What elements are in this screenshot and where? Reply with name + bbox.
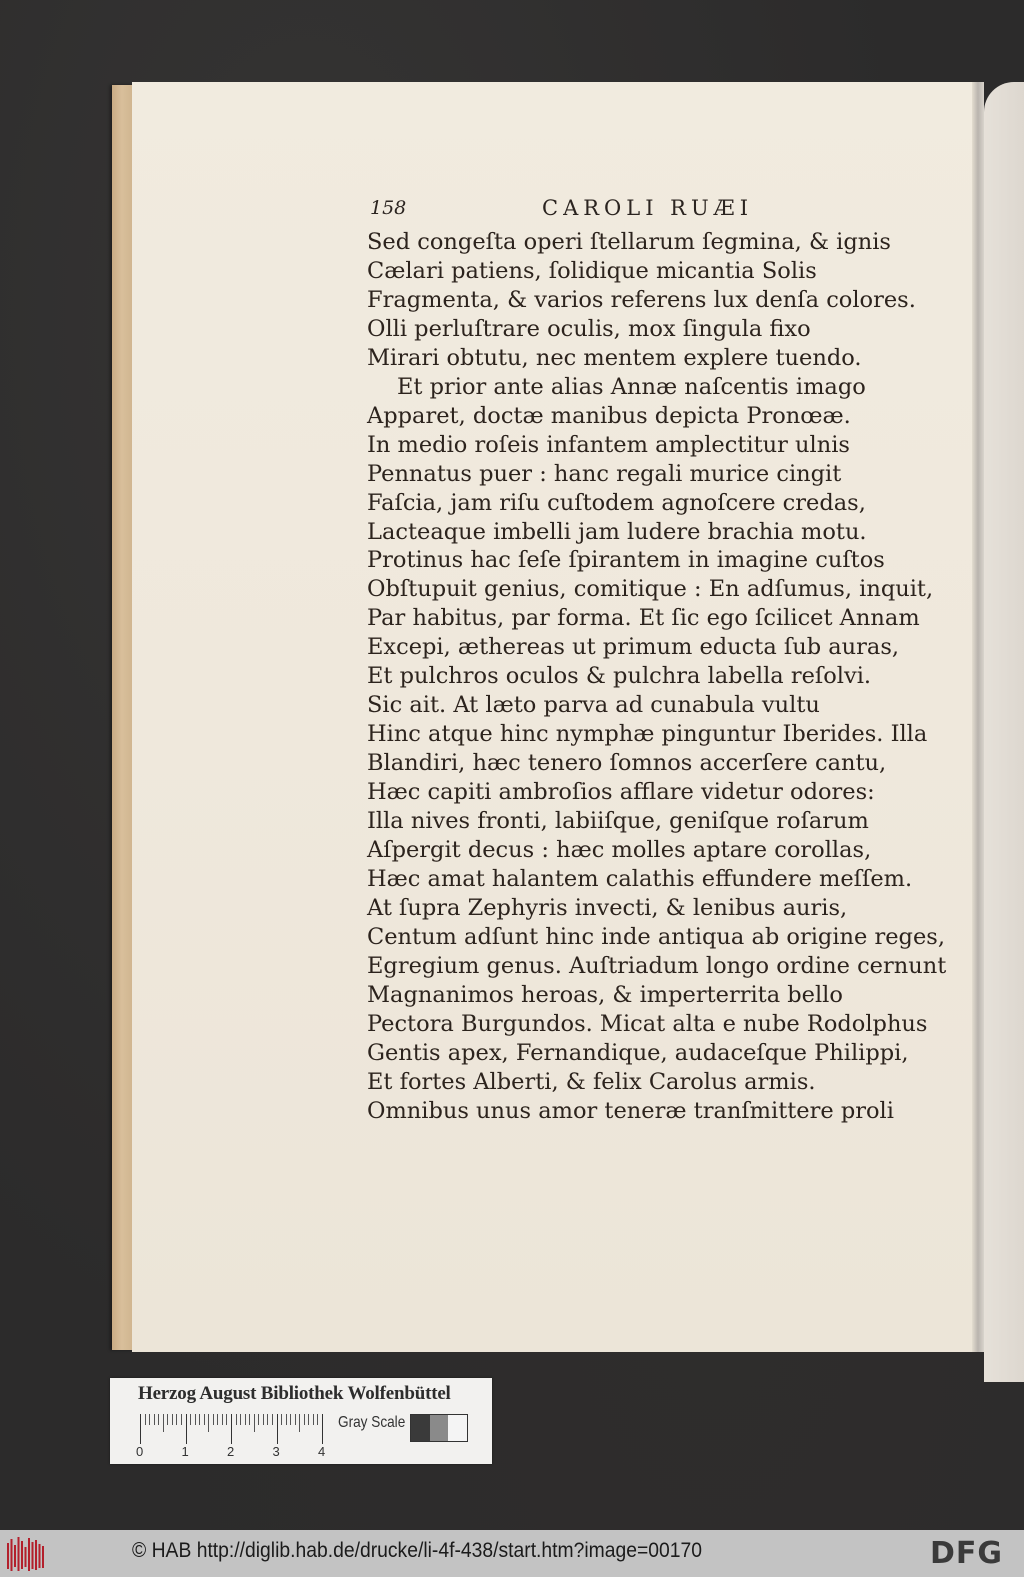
ruler-tick <box>149 1414 150 1425</box>
ruler-tick <box>208 1414 209 1432</box>
verse-line: Lacteaque imbelli jam ludere brachia motu. <box>367 518 867 545</box>
ruler-tick <box>304 1414 305 1425</box>
verse-line: Et pulchros oculos & pulchra labella reſolvi. <box>367 663 872 690</box>
ruler-tick <box>204 1414 205 1425</box>
ruler-tick <box>281 1414 282 1425</box>
book-fore-edge <box>112 85 134 1350</box>
ruler-tick <box>190 1414 191 1425</box>
ruler-tick <box>249 1414 250 1425</box>
ruler-tick <box>258 1414 259 1425</box>
ruler-tick <box>186 1414 187 1444</box>
verse-line: Hæc capiti ambroſios afflare videtur odores: <box>367 779 875 806</box>
verse-line: Magnanimos heroas, & imperterrita bello <box>367 981 843 1008</box>
page-header <box>370 197 820 223</box>
ruler-labels <box>136 1444 336 1460</box>
page-number: 158 <box>370 197 407 219</box>
verse-line: Egregium genus. Auſtriadum longo ordine cernunt <box>367 952 947 979</box>
gray-scale-label: Gray Scale <box>338 1414 406 1431</box>
verse-line: Omnibus unus amor teneræ tranſmittere proli <box>367 1097 894 1124</box>
ruler-tick <box>213 1414 214 1425</box>
verse-line: Olli perluſtrare oculis, mox ſingula fixo <box>367 315 811 342</box>
footer-bar <box>0 1530 1024 1577</box>
verse-text <box>367 228 947 1126</box>
ruler-tick <box>154 1414 155 1425</box>
page-gutter <box>972 82 984 1352</box>
verse-line: Hæc amat halantem calathis effundere meſſem. <box>367 865 913 892</box>
verse-line: Et fortes Alberti, & felix Carolus armis. <box>367 1068 816 1095</box>
verse-line: Gentis apex, Fernandique, audaceſque Philippi, <box>367 1039 909 1066</box>
ruler-tick <box>308 1414 309 1425</box>
ruler-tick <box>313 1414 314 1425</box>
verse-line: Cælari patiens, ſolidique micantia Solis <box>367 257 817 284</box>
ruler-label: 2 <box>227 1444 235 1459</box>
verse-line: Faſcia, jam riſu cuſtodem agnoſcere credas, <box>367 489 866 516</box>
ruler-label: 0 <box>136 1444 144 1459</box>
ruler-tick <box>290 1414 291 1425</box>
ruler-tick <box>226 1414 227 1425</box>
hab-logo-icon <box>5 1535 47 1571</box>
library-name: Herzog August Bibliothek Wolfenbüttel <box>138 1383 451 1404</box>
running-head: CAROLI RUÆI <box>542 196 754 220</box>
ruler <box>140 1414 325 1444</box>
verse-line: Blandiri, hæc tenero ſomnos accerſere cantu, <box>367 750 887 777</box>
verse-line: Mirari obtutu, nec mentem explere tuendo. <box>367 344 862 371</box>
verse-line: In medio roſeis infantem amplectitur ulnis <box>367 431 850 458</box>
ruler-tick <box>286 1414 287 1425</box>
gray-scale-swatches <box>410 1414 468 1442</box>
ruler-tick <box>245 1414 246 1425</box>
ruler-label: 4 <box>318 1444 326 1459</box>
ruler-tick <box>158 1414 159 1425</box>
verse-line: Sic ait. At læto parva ad cunabula vultu <box>367 692 820 719</box>
verse-line: Centum adſunt hinc inde antiqua ab origine reges, <box>367 923 945 950</box>
verse-line: Sed congeſta operi ſtellarum ſegmina, & ignis <box>367 229 891 255</box>
ruler-tick <box>277 1414 278 1444</box>
color-scale-card <box>110 1378 492 1464</box>
ruler-tick <box>295 1414 296 1425</box>
ruler-tick <box>172 1414 173 1425</box>
ruler-label: 3 <box>272 1444 280 1459</box>
ruler-tick <box>236 1414 237 1425</box>
verse-line: Aſpergit decus : hæc molles aptare corollas, <box>367 837 872 864</box>
ruler-tick <box>222 1414 223 1425</box>
gray-swatch <box>448 1415 467 1441</box>
verse-line: At ſupra Zephyris invecti, & lenibus auris, <box>367 894 848 921</box>
ruler-tick <box>167 1414 168 1425</box>
ruler-tick <box>140 1414 141 1444</box>
dfg-logo: DFG <box>930 1536 1004 1571</box>
ruler-tick <box>322 1414 323 1444</box>
verse-line: Excepi, æthereas ut primum educta ſub auras, <box>367 634 900 661</box>
ruler-tick <box>263 1414 264 1425</box>
verse-line: Et prior ante alias Annæ naſcentis imago <box>397 373 866 400</box>
ruler-tick <box>176 1414 177 1425</box>
ruler-tick <box>299 1414 300 1432</box>
gray-swatch <box>430 1415 449 1441</box>
ruler-tick <box>181 1414 182 1425</box>
ruler-tick <box>217 1414 218 1425</box>
gray-swatch <box>411 1415 430 1441</box>
verse-line: Illa nives fronti, labiiſque, geniſque roſarum <box>367 808 869 835</box>
ruler-tick <box>240 1414 241 1425</box>
verse-line: Apparet, doctæ manibus depicta Pronœæ. <box>367 402 851 429</box>
ruler-tick <box>195 1414 196 1425</box>
facing-page-edge <box>984 82 1024 1382</box>
verse-line: Obſtupuit genius, comitique : En adſumus, inquit, <box>367 576 934 603</box>
verse-line: Hinc atque hinc nymphæ pinguntur Iberides. Illa <box>367 721 928 748</box>
verse-line: Par habitus, par forma. Et ſic ego ſcilicet Annam <box>367 605 920 632</box>
ruler-tick <box>317 1414 318 1425</box>
ruler-tick <box>145 1414 146 1425</box>
verse-line: Protinus hac ſeſe ſpirantem in imagine cuſtos <box>367 547 885 574</box>
verse-line: Pectora Burgundos. Micat alta e nube Rodolphus <box>367 1010 928 1037</box>
ruler-label: 1 <box>181 1444 189 1459</box>
copyright-link[interactable]: © HAB http://diglib.hab.de/drucke/li-4f-438/start.htm?image=00170 <box>132 1539 703 1562</box>
ruler-tick <box>254 1414 255 1432</box>
ruler-tick <box>163 1414 164 1432</box>
verse-line: Fragmenta, & varios referens lux denſa colores. <box>367 286 916 313</box>
ruler-tick <box>199 1414 200 1425</box>
ruler-tick <box>267 1414 268 1425</box>
ruler-tick <box>231 1414 232 1444</box>
verse-line: Pennatus puer : hanc regali murice cingit <box>367 460 842 487</box>
ruler-tick <box>272 1414 273 1425</box>
